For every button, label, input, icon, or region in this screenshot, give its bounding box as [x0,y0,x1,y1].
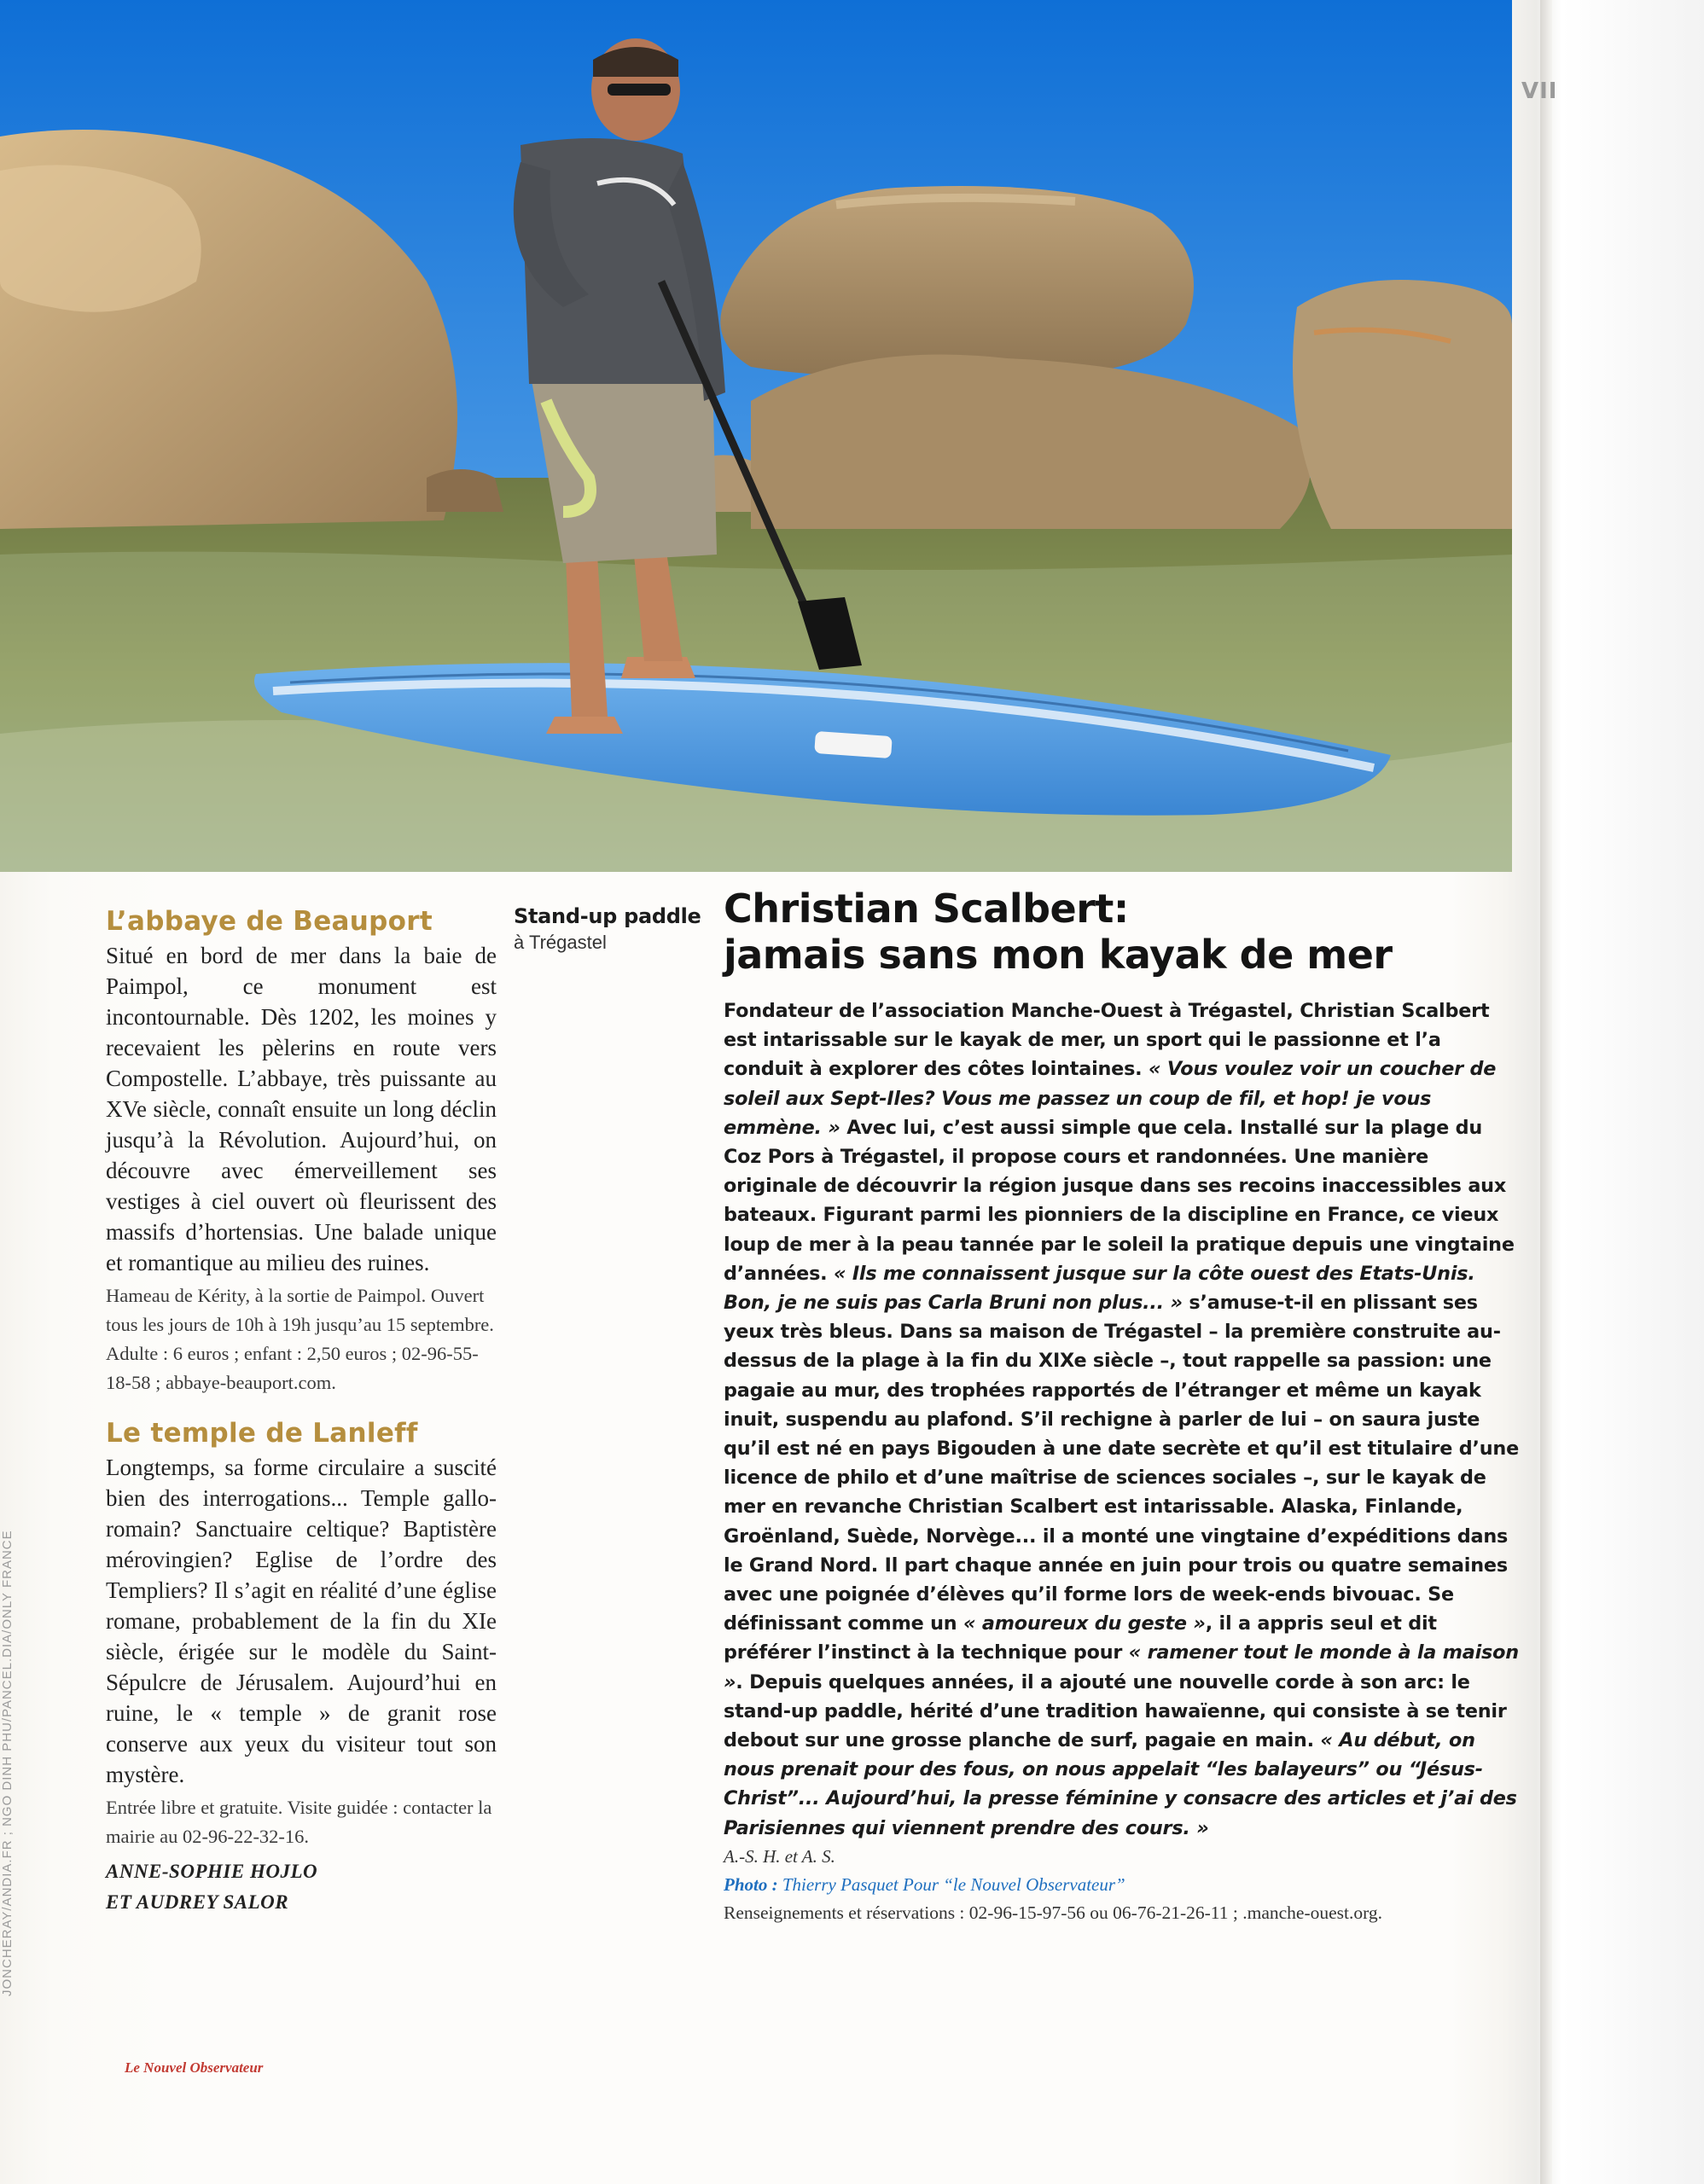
section-body: Situé en bord de mer dans la baie de Paimpol, ce monument est incontournable. Dès 1202, les moines y recevaient les pèlerins en route vers Compostelle. L’abbaye, très puissante au XVe siècle, connaît ensuite un long déclin jusqu’à la Révolution. Aujourd’hui, on découvre avec émerveillement ses vestiges à ciel ouvert où fleurissent des massifs d’hortensias. Une balade unique et romantique au milieu des ruines. [106,943,497,1275]
page-edge [1540,0,1552,2184]
article-text: s’amuse-t-il en plissant ses yeux très bleus. Dans sa maison de Trégastel – la première construite au-dessus de la plage à la fin du XIXe siècle –, tout rappelle sa passion: une pagaie au mur, des trophées rapportés de l’étranger et même un kayak inuit, suspendu au plafond. S’il rechigne à parler de lui – on saura juste qu’il est né en pays Bigouden à une date secrète et qu’il est titulaire d’une licence de philo et d’une maîtrise de sciences sociales –, sur le kayak de mer en revanche Christian Scalbert est intarissable. Alaska, Finlande, Groënland, Suède, Norvège... il a monté une vingtaine d’expéditions dans le Grand Nord. Il part chaque année en juin pour trois ou quatre semaines avec une poignée d’élèves qu’il forme lors de week-ends bivouac. Se définissant comme un [724,1292,1519,1635]
section-practical-info: Entrée libre et gratuite. Visite guidée : contacter la mairie au 02-96-22-32-16. [106,1797,492,1847]
headline-line: Christian Scalbert: [724,886,1129,932]
section-title: Le temple de Lanleff [106,1418,418,1449]
author-line: ANNE-SOPHIE HOJLO [106,1861,318,1882]
section-temple [106,1418,497,1851]
photo-credit-name: Thierry Pasquet Pour “le Nouvel Observateur” [777,1873,1125,1895]
section-body: Longtemps, sa forme circulaire a suscité bien des interrogations... Temple gallo-romain? Sanctuaire celtique? Baptistère mérovingien? Eglise de l’ordre des Templiers? Il s’agit en réalité d’une église romane, probablement de la fin du XIe siècle, érigée sur le modèle du Saint-Sépulcre de Jérusalem. Aujourd’hui en ruine, le « temple » de granit rose conserve aux yeux du visiteur tout son mystère. [106,1455,497,1787]
contact-info: Renseignements et réservations : 02-96-15-97-56 ou 06-76-21-26-11 ; .manche-ouest.org. [724,1902,1383,1923]
article-text: Avec lui, c’est aussi simple que cela. Installé sur la plage du Coz Pors à Trégastel, il propose cours et randonnées. Une manière originale de découvrir la région jusque dans ses recoins inaccessibles aux bateaux. Figurant parmi les pionniers de la discipline en France, ce vieux loup de mer à la peau tannée par le soleil la pratique depuis une vingtaine d’années. [724,1116,1515,1285]
article-quote: « ramener tout le monde à la maison » [724,1641,1519,1693]
section-abbaye [106,906,497,1397]
article-quote: « Au début, on nous prenait pour des fous, on nous appelait “les balayeurs” ou “Jésus-Christ”... Aujourd’hui, la presse féminine y consacre des articles et j’ai des Parisiennes qui viennent prendre des cours. » [724,1729,1517,1839]
left-column [106,906,497,1918]
article-quote: « Ils me connaissent jusque sur la côte ouest des Etats-Unis. Bon, je ne suis pas Carla Bruni non plus... » [724,1262,1475,1315]
section-practical-info: Hameau de Kérity, à la sortie de Paimpol. Ouvert tous les jours de 10h à 19h jusqu’au 15 septembre. Adulte : 6 euros ; enfant : 2,50 euros ; 02-96-55-18-58 ; abbaye-beauport.com. [106,1285,494,1393]
headline-line: jamais sans mon kayak de mer [724,932,1393,978]
section-title: L’abbaye de Beauport [106,906,433,937]
side-photo-credit: JONCHERAY/ANDIA.FR ; NGO DINH PHU/PANCEL.DIA/ONLY FRANCE [0,1530,15,1996]
photo-caption [514,904,701,954]
hero-photo-illustration [0,0,1512,872]
article-text: Fondateur de l’association Manche-Ouest à Trégastel, Christian Scalbert est intarissable sur le kayak de mer, un sport qui le passionne et l’a conduit à explorer des côtes lointaines. [724,1000,1490,1081]
article-byline: A.-S. H. et A. S. [724,1845,835,1867]
author-line: ET AUDREY SALOR [106,1891,289,1913]
article-text: . Depuis quelques années, il a ajouté une nouvelle corde à son arc: le stand-up paddle, hérité d’une tradition hawaïenne, qui consiste à se tenir debout sur une grosse planche de surf, pagaie en main. [724,1670,1507,1752]
photo-credit-label: Photo : [724,1873,778,1895]
article-headline [724,886,1521,978]
caption-place: à Trégastel [514,932,607,953]
page-number: VII [1521,78,1558,104]
authors [106,1856,497,1918]
hero-photo [0,0,1512,872]
article-quote: « Vous voulez voir un coucher de soleil aux Sept-Iles? Vous me passez un coup de fil, et hop! je vous emmène. » [724,1058,1497,1139]
article-text: , il a appris seul et dit préférer l’instinct à la technique pour [724,1612,1437,1664]
magazine-brand: Le Nouvel Observateur [125,2059,264,2076]
photo-credit [724,1874,1521,1896]
main-article [724,886,1521,1924]
article-body [724,996,1521,1843]
article-quote: « amoureux du geste » [963,1612,1206,1635]
caption-title: Stand-up paddle [514,904,701,928]
